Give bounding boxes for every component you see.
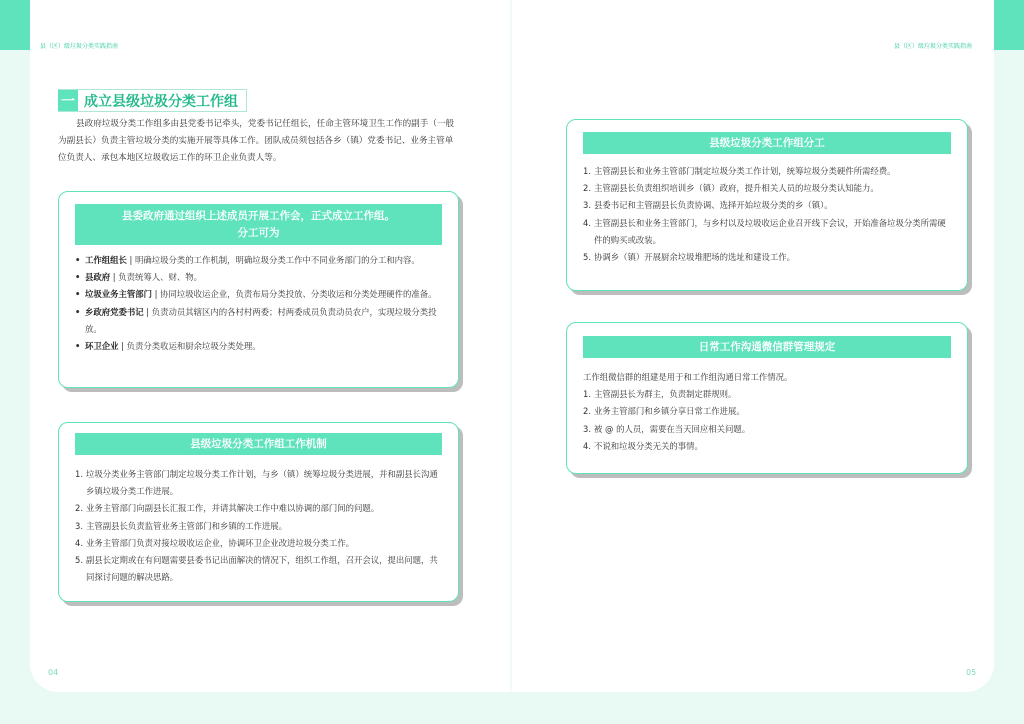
wechat-list — [583, 386, 953, 455]
list-item — [583, 403, 953, 420]
item-number: 1. — [583, 389, 591, 400]
list-item — [583, 421, 953, 438]
running-head-left: 县（区）级垃圾分类实践指南 — [40, 43, 119, 50]
item-number: 5. — [75, 555, 83, 566]
item-number: 4. — [583, 440, 591, 451]
card-wechat-body — [583, 369, 953, 455]
card-division-title-line2: 分工可为 — [237, 226, 280, 239]
item-desc: | 明确垃圾分类的工作机制，明确垃圾分类工作中不同业务部门的分工和内容。 — [126, 255, 420, 265]
card-mechanism-title: 县级垃圾分类工作组工作机制 — [75, 433, 442, 455]
item-number: 4. — [75, 537, 83, 548]
item-number: 4. — [583, 217, 591, 228]
item-text: 主管副县长负责组织培训乡（镇）政府，提升相关人员的垃圾分类认知能力。 — [594, 183, 879, 194]
item-term: 乡政府党委书记 — [85, 306, 144, 317]
card-role — [566, 119, 968, 291]
list-item — [75, 286, 444, 303]
card-mechanism-body — [75, 466, 444, 586]
bullet-icon: • — [75, 272, 81, 283]
list-item — [75, 269, 444, 286]
bullet-icon: • — [75, 341, 81, 352]
item-text: 被 @ 的人员，需要在当天回应相关问题。 — [594, 423, 751, 434]
corner-tab-left — [0, 0, 30, 50]
item-number: 1. — [583, 166, 591, 176]
list-item — [75, 252, 444, 269]
card-division-title-line1: 县委政府通过组织上述成员开展工作会，正式成立工作组。 — [122, 209, 395, 222]
item-text: 县委书记和主管副县长负责协调、选择开始垃圾分类的乡（镇）。 — [594, 200, 833, 211]
bullet-icon: • — [75, 255, 81, 265]
bullet-icon: • — [75, 306, 81, 317]
item-desc: | 负责分类收运和厨余垃圾分类处理。 — [118, 341, 261, 352]
bullet-icon: • — [75, 289, 81, 300]
list-item — [75, 500, 444, 517]
item-desc: | 负责动员其辖区内的各村村两委；村两委成员负责动员农户，实现垃圾分类投放。 — [85, 306, 437, 334]
item-term: 工作组组长 — [85, 255, 127, 265]
corner-tab-right — [994, 0, 1024, 50]
list-item — [583, 197, 953, 214]
list-item — [75, 535, 444, 552]
list-item — [583, 386, 953, 403]
card-mechanism — [58, 422, 459, 602]
item-desc: | 协同垃圾收运企业，负责布局分类投放、分类收运和分类处理硬件的准备。 — [152, 289, 437, 300]
card-role-title: 县级垃圾分类工作组分工 — [583, 132, 951, 154]
mechanism-list — [75, 466, 444, 586]
item-number: 3. — [75, 520, 83, 531]
running-head-right: 县（区）级垃圾分类实践指南 — [894, 43, 973, 50]
card-wechat-title: 日常工作沟通微信群管理规定 — [583, 336, 951, 358]
role-list — [583, 163, 953, 266]
item-term: 环卫企业 — [85, 341, 119, 352]
item-number: 1. — [75, 469, 83, 479]
item-text: 垃圾分类业务主管部门制定垃圾分类工作计划，与乡（镇）统筹垃圾分类进展，并和副县长沟通乡镇垃圾分类工作进展。 — [86, 469, 438, 497]
card-division — [58, 191, 459, 388]
card-division-body — [75, 252, 444, 355]
intro-paragraph — [58, 116, 458, 167]
section-number: 一 — [58, 90, 78, 111]
list-item — [583, 438, 953, 455]
list-item — [75, 466, 444, 500]
item-desc: | 负责统筹人、财、物。 — [110, 272, 203, 283]
intro-text: 县政府垃圾分类工作组多由县党委书记牵头，党委书记任组长，任命主管环境卫生工作的副手（一般为副县长）负责主管垃圾分类的实施开展等具体工作。团队成员须包括各乡（镇）党委书记、业务主管单位负责人、承包本地区垃圾收运工作的环卫企业负责人等。 — [58, 119, 455, 163]
item-number: 2. — [583, 406, 591, 417]
list-item — [75, 304, 444, 338]
card-division-title — [75, 204, 442, 245]
item-number: 3. — [583, 423, 591, 434]
list-item — [583, 249, 953, 266]
item-text: 主管副县长为群主，负责制定群规则。 — [594, 389, 737, 400]
item-text: 主管副县长负责监管业务主管部门和乡镇的工作进展。 — [86, 520, 287, 531]
item-text: 主管副县长和业务主管部门制定垃圾分类工作计划，统筹垃圾分类硬件所需经费。 — [594, 166, 896, 176]
list-item — [75, 518, 444, 535]
item-text: 不说和垃圾分类无关的事情。 — [594, 440, 703, 451]
item-number: 2. — [583, 183, 591, 194]
item-number: 2. — [75, 503, 83, 514]
item-number: 5. — [583, 252, 591, 263]
division-list — [75, 252, 444, 355]
item-text: 业务主管部门向副县长汇报工作，并请其解决工作中难以协调的部门间的问题。 — [86, 503, 380, 514]
card-wechat — [566, 322, 968, 474]
section-title: 成立县级垃圾分类工作组 — [84, 93, 238, 110]
wechat-lead: 工作组微信群的组建是用于和工作组沟通日常工作情况。 — [583, 372, 793, 382]
item-text: 协调乡（镇）开展厨余垃圾堆肥场的选址和建设工作。 — [594, 252, 795, 263]
list-item — [583, 215, 953, 249]
page-number-right: 05 — [966, 668, 977, 677]
item-text: 主管副县长和业务主管部门，与乡村以及垃圾收运企业召开线下会议，开始准备垃圾分类所需硬件的购买或改装。 — [594, 217, 946, 245]
card-role-body — [583, 163, 953, 266]
item-text: 业务主管部门负责对接垃圾收运企业，协调环卫企业改进垃圾分类工作。 — [86, 537, 354, 548]
list-item — [75, 552, 444, 586]
item-number: 3. — [583, 200, 591, 211]
list-item — [583, 163, 953, 180]
item-text: 业务主管部门和乡镇分享日常工作进展。 — [594, 406, 745, 417]
item-term: 垃圾业务主管部门 — [85, 289, 152, 300]
section-heading — [58, 89, 247, 112]
list-item — [583, 180, 953, 197]
item-term: 县政府 — [85, 272, 111, 283]
page-number-left: 04 — [48, 668, 59, 677]
list-item — [75, 338, 444, 355]
item-text: 副县长定期或在有问题需要县委书记出面解决的情况下，组织工作组，召开会议，提出问题，共同探讨问题的解决思路。 — [86, 555, 438, 583]
